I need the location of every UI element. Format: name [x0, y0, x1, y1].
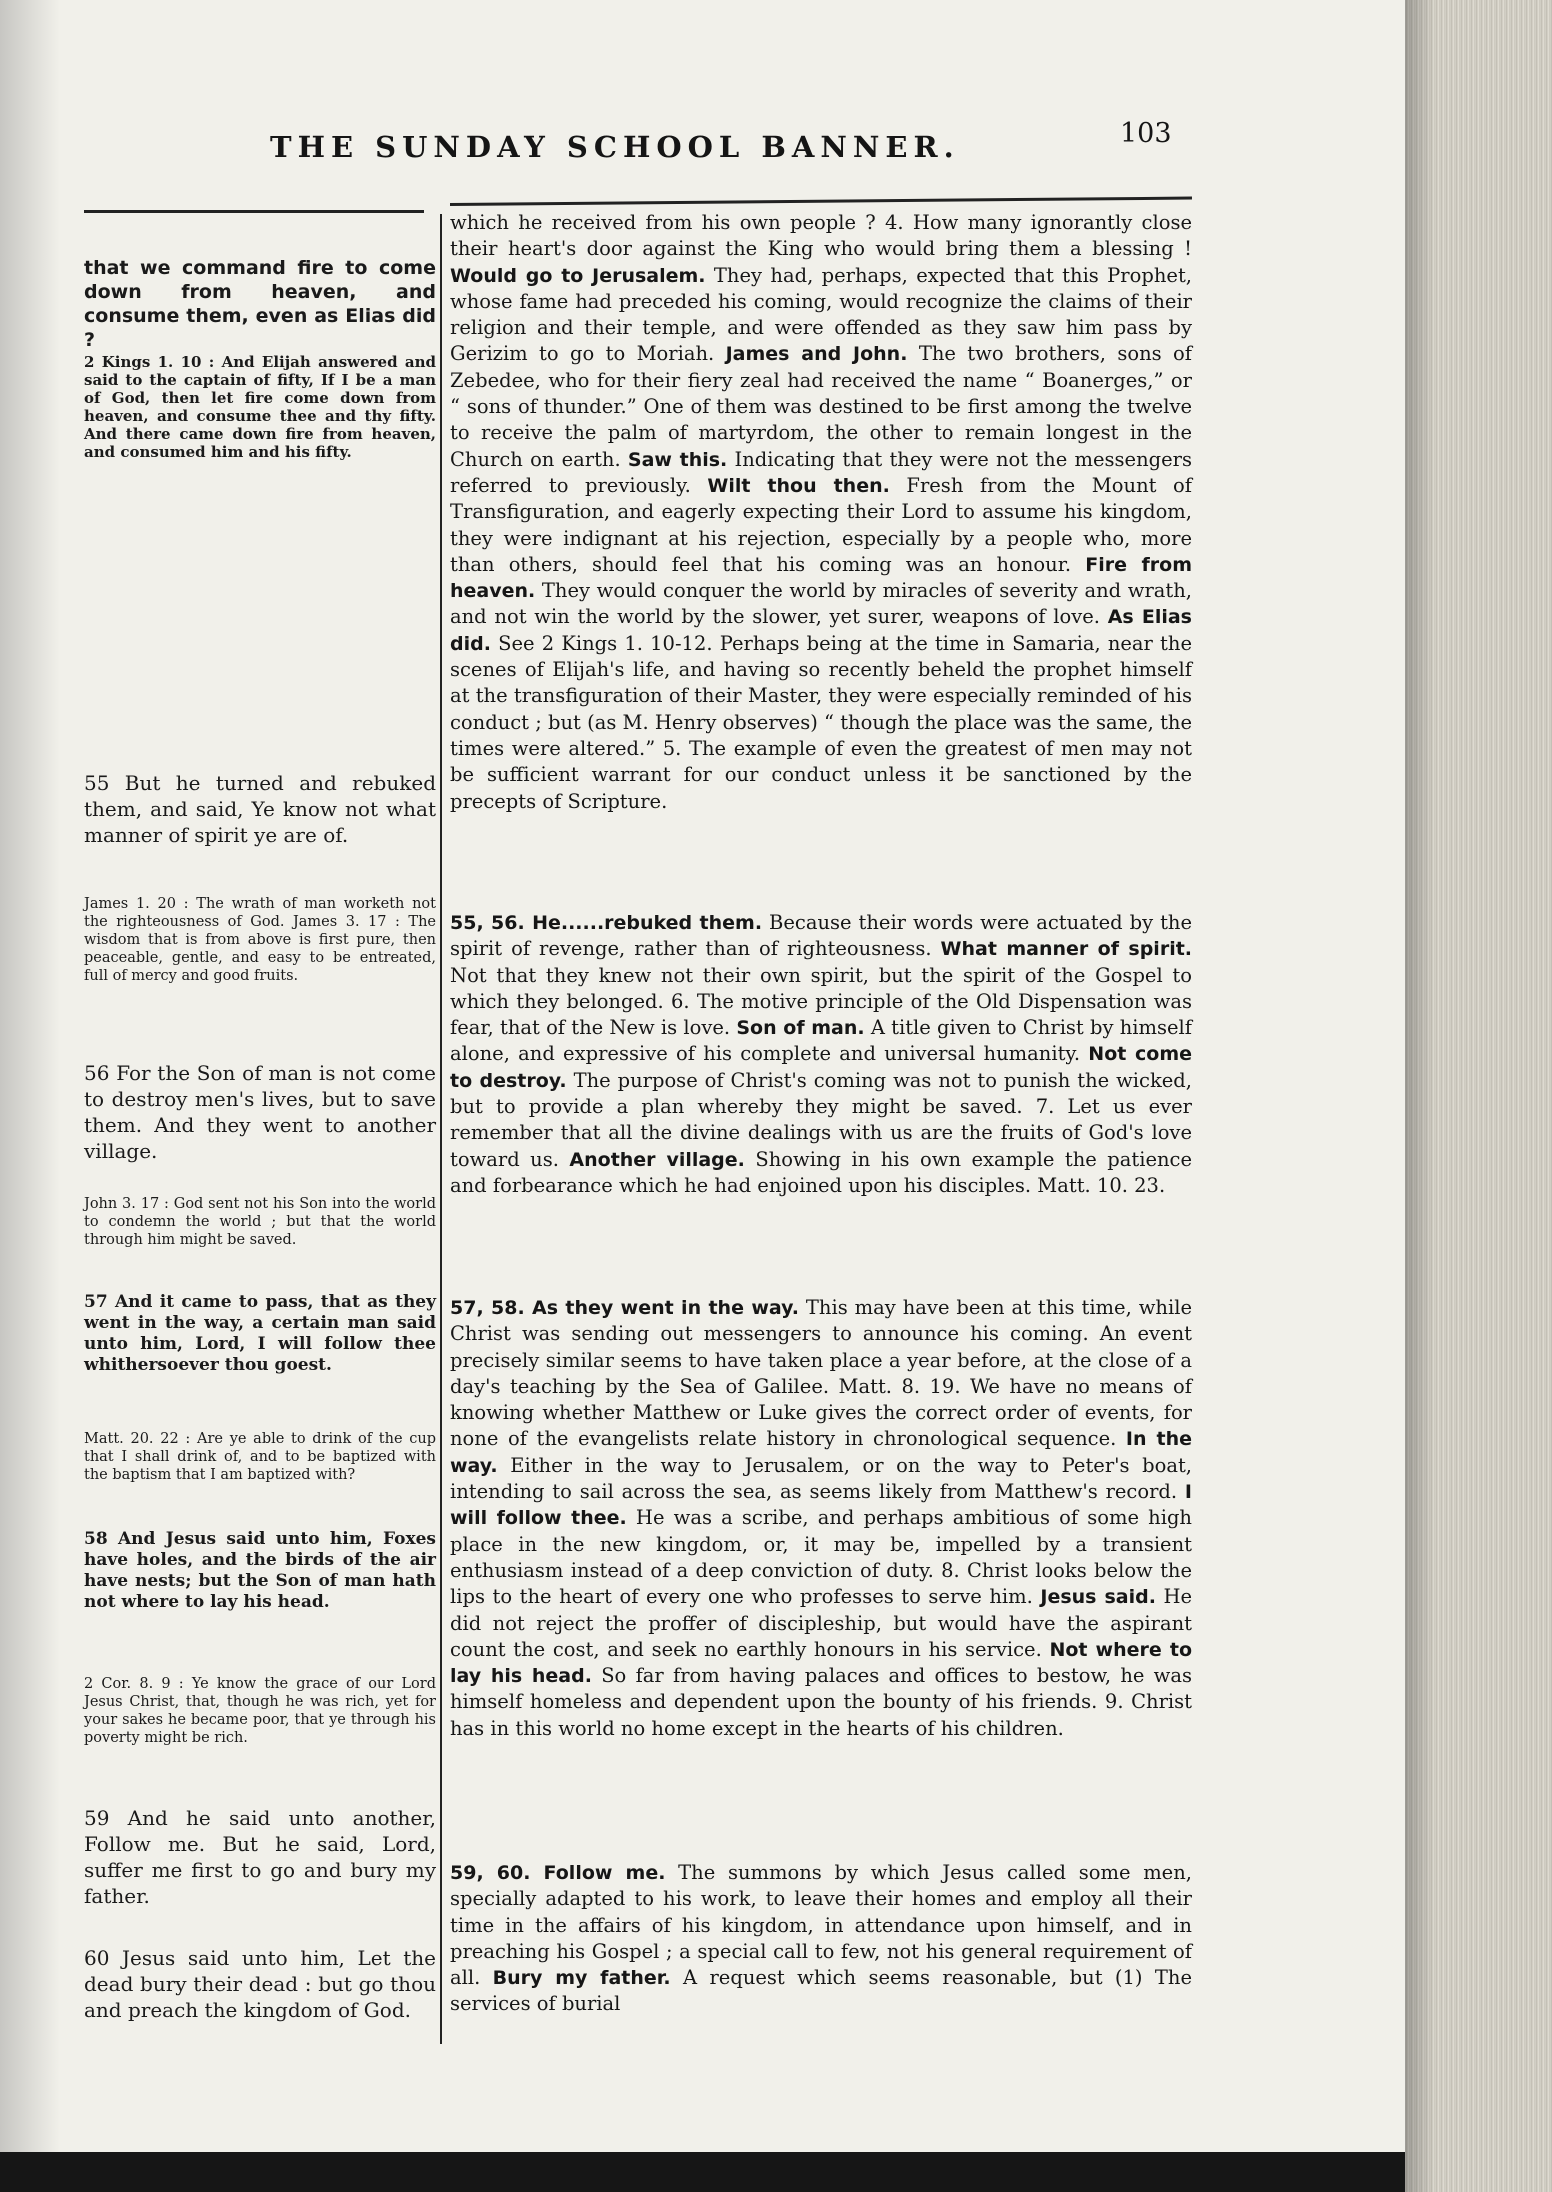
commentary-term: Would go to Jerusalem.	[450, 264, 706, 287]
commentary-text	[450, 210, 1192, 815]
commentary-paragraph-55-56	[450, 910, 1192, 1199]
commentary-term: 57, 58. As they went in the way.	[450, 1297, 799, 1319]
verse-54-continued: that we command fire to come down from heaven, and consume them, even as Elias did ?	[84, 257, 436, 351]
commentary-run: Indicating that they were not the messengers referred to previously.	[450, 447, 1192, 497]
scan-bottom-edge	[0, 2152, 1405, 2192]
book-page-edges	[1405, 0, 1552, 2192]
ref-john-3-17: John 3. 17 : God sent not his Son into the world to condemn the world ; but that the world through him might be saved.	[84, 1195, 436, 1248]
verse-60: 60 Jesus said unto him, Let the dead bury their dead : but go thou and preach the kingdom of God.	[84, 1946, 436, 2022]
commentary-run: They had, perhaps, expected that this Prophet, whose fame had preceded his coming, would recognize the claims of their religion and their temple, and were offended as they saw him pass by Gerizim to go to Moriah.	[450, 263, 1192, 366]
ref-james-1-20: James 1. 20 : The wrath of man worketh not the righteousness of God. James 3. 17 : The wisdom that is from above is first pure, then peaceable, gentle, and easy to be entreated, full of mercy and good fruits.	[84, 895, 436, 984]
page-number: 103	[1120, 118, 1172, 149]
commentary-term: Wilt thou then.	[707, 474, 890, 497]
commentary-term: James and John.	[725, 343, 908, 366]
commentary-text	[450, 1860, 1192, 2018]
ref-2-kings-1-10: 2 Kings 1. 10 : And Elijah answered and said to the captain of fifty, If I be a man of God, then let fire come down from heaven, and consume thee and thy fifty. And there came down fire from heaven, and consumed him and his fifty.	[84, 353, 436, 461]
ref-2-cor-8-9: 2 Cor. 8. 9 : Ye know the grace of our Lord Jesus Christ, that, though he was rich, yet for your sakes he became poor, that ye through his poverty might be rich.	[84, 1675, 436, 1746]
commentary-paragraph-54	[450, 210, 1192, 815]
header-rule-left	[84, 210, 424, 213]
commentary-text	[450, 1295, 1192, 1742]
commentary-run: which he received from his own people ? 4. How many ignorantly close their heart's door against the King who would bring them a blessing !	[450, 211, 1192, 261]
verse-57: 57 And it came to pass, that as they went in the way, a certain man said unto him, Lord, I will follow thee whithersoever thou goest.	[84, 1292, 436, 1375]
commentary-run: This may have been at this time, while Christ was sending out messengers to announce his coming. An event precisely similar seems to have taken place a year before, at the close of a day's teaching by the Sea of Galilee. Matt. 8. 19. We have no means of knowing whether Matthew or Luke gives the correct order of events, for none of the evangelists relate history in chronological sequence.	[450, 1296, 1192, 1451]
commentary-run: The two brothers, sons of Zebedee, who for their fiery zeal had received the name “ Boanerges,” or “ sons of thunder.” One of them was destined to be first among the twelve to receive the palm of martyrdom, the other to remain longest in the Church on earth.	[450, 342, 1192, 471]
commentary-term: What manner of spirit.	[940, 938, 1193, 961]
column-divider	[440, 214, 442, 2044]
commentary-run: He did not reject the proffer of discipleship, but would have the aspirant count the cost, and seek no earthly honours in his service.	[450, 1585, 1192, 1661]
commentary-run: Fresh from the Mount of Transfiguration, and eagerly expecting their Lord to assume his kingdom, they were indignant at his rejection, especially by a people who, more than others, should feel that his coming was an honour.	[450, 473, 1192, 576]
commentary-term: As Elias did.	[450, 606, 1192, 655]
verse-59: 59 And he said unto another, Follow me. But he said, Lord, suffer me first to go and bury my father.	[84, 1806, 436, 1908]
verse-58: 58 And Jesus said unto him, Foxes have holes, and the birds of the air have nests; but the Son of man hath not where to lay his head.	[84, 1529, 436, 1612]
binding-shadow	[0, 0, 60, 2152]
header-rule-right	[450, 197, 1192, 206]
commentary-run: Because their words were actuated by the spirit of revenge, rather than of righteousness.	[450, 911, 1193, 961]
commentary-text	[450, 910, 1192, 1199]
commentary-term: Jesus said.	[1040, 1586, 1156, 1609]
commentary-term: Bury my father.	[492, 1967, 671, 1990]
commentary-paragraph-57-58	[450, 1295, 1192, 1742]
commentary-term: Not come to destroy.	[450, 1043, 1192, 1092]
commentary-run: See 2 Kings 1. 10-12. Perhaps being at the time in Samaria, near the scenes of Elijah's life, and having so recently beheld the prophet himself at the transfiguration of their Master, they were especially reminded of his conduct ; but (as M. Henry observes) “ though the place was the same, the times were altered.” 5. The example of even the greatest of men may not be sufficient warrant for our conduct unless it be sanctioned by the precepts of Scripture.	[450, 631, 1192, 813]
commentary-run: Not that they knew not their own spirit, but the spirit of the Gospel to which they belonged. 6. The motive principle of the Old Dispensation was fear, that of the New is love.	[450, 963, 1192, 1040]
running-head-title: THE SUNDAY SCHOOL BANNER.	[270, 130, 960, 164]
commentary-run: So far from having palaces and offices to bestow, he was himself homeless and dependent upon the bounty of his friends. 9. Christ has in this world no home except in the hearts of his children.	[450, 1664, 1193, 1740]
commentary-term: Son of man.	[736, 1017, 865, 1040]
commentary-term: Fire from heaven.	[450, 553, 1192, 603]
commentary-term: 55, 56. He......rebuked them.	[450, 912, 763, 934]
commentary-paragraph-59-60	[450, 1860, 1192, 2018]
commentary-run: He was a scribe, and perhaps ambitious of some high place in the new kingdom, or, it may be, impelled by a transient enthusiasm instead of a deep conviction of duty. 8. Christ looks below the lips to the heart of every one who professes to serve him.	[450, 1506, 1192, 1609]
commentary-term: In the way.	[450, 1428, 1192, 1477]
commentary-run: A title given to Christ by himself alone, and expressive of his complete and universal humanity.	[450, 1016, 1193, 1066]
verse-56: 56 For the Son of man is not come to destroy men's lives, but to save them. And they went to another village.	[84, 1061, 436, 1163]
commentary-run: A request which seems reasonable, but (1) The services of burial	[450, 1966, 1192, 2016]
commentary-term: Saw this.	[627, 448, 728, 471]
verse-55: 55 But he turned and rebuked them, and said, Ye know not what manner of spirit ye are of.	[84, 771, 436, 847]
commentary-run: They would conquer the world by miracles of severity and wrath, and not win the world by the slower, yet surer, weapons of love.	[450, 579, 1192, 629]
commentary-run: The purpose of Christ's coming was not to punish the wicked, but to provide a plan whereby they might be saved. 7. Let us ever remember that all the divine dealings with us are the fruits of God's love toward us.	[450, 1068, 1192, 1171]
commentary-term: I will follow thee.	[450, 1481, 1192, 1530]
commentary-term: 59, 60. Follow me.	[450, 1862, 666, 1884]
commentary-term: Another village.	[569, 1148, 745, 1171]
ref-matt-20-22: Matt. 20. 22 : Are ye able to drink of the cup that I shall drink of, and to be baptized with the baptism that I am baptized with?	[84, 1430, 436, 1483]
commentary-run: Showing in his own example the patience and forbearance which he had enjoined upon his disciples. Matt. 10. 23.	[450, 1147, 1193, 1197]
commentary-term: Not where to lay his head.	[450, 1638, 1192, 1688]
commentary-run: Either in the way to Jerusalem, or on the way to Peter's boat, intending to sail across the sea, as seems likely from Matthew's record.	[450, 1453, 1192, 1504]
commentary-run: The summons by which Jesus called some men, specially adapted to his work, to leave their homes and employ all their time in the affairs of his kingdom, in attendance upon himself, and in preaching his Gospel ; a special call to few, not his general requirement of all.	[450, 1861, 1192, 1990]
